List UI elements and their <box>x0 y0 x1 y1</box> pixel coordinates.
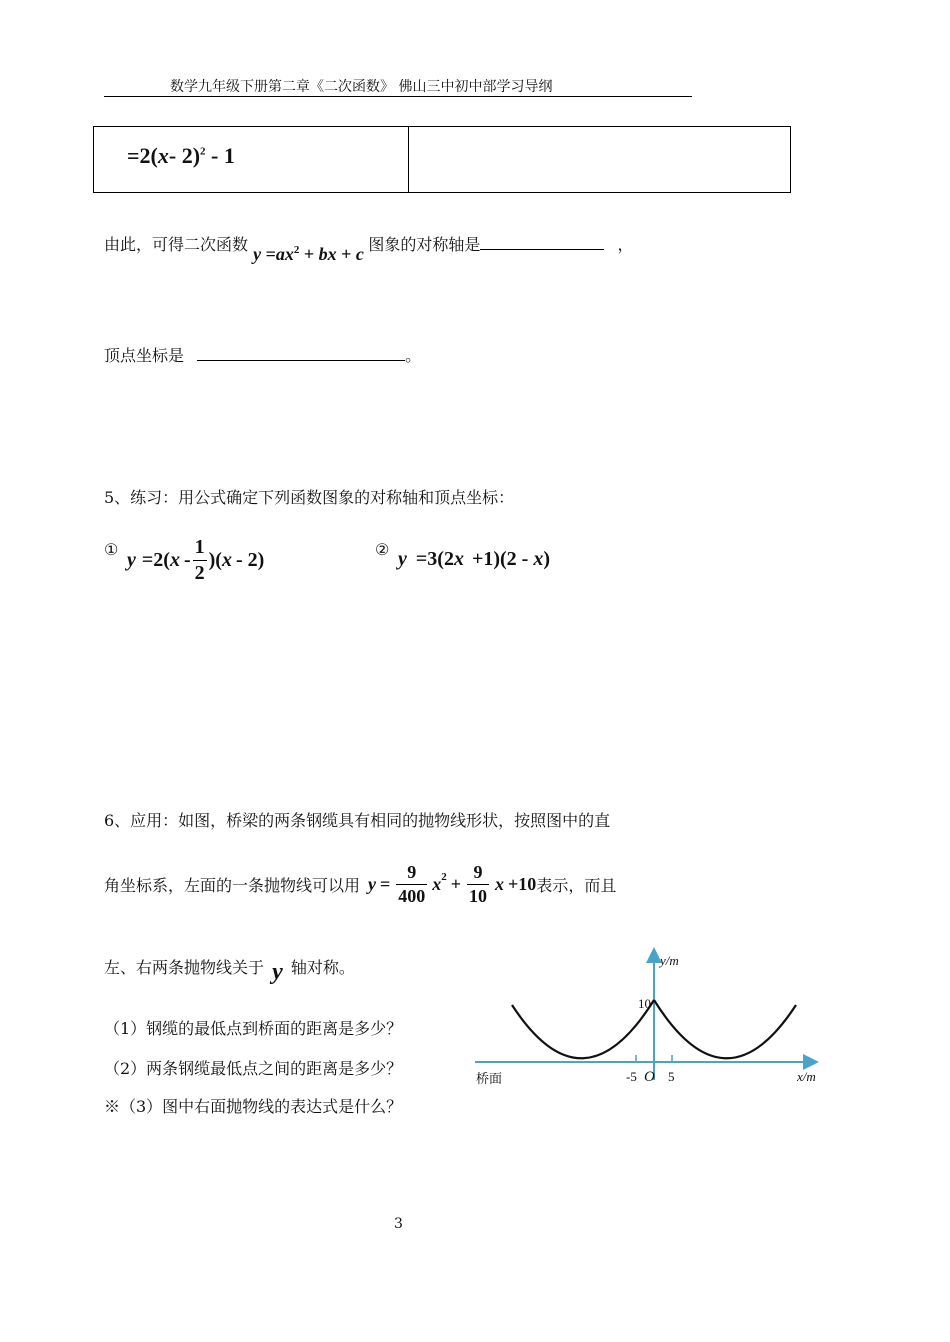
question-1: （1）钢缆的最低点到桥面的距离是多少？ <box>104 1019 403 1038</box>
formula-part: +1)(2 - <box>471 548 529 570</box>
application-6-line-3 <box>104 953 355 985</box>
tick-label-5: 5 <box>668 1069 675 1084</box>
formula-variable: x <box>432 874 442 894</box>
formula-variable: y <box>368 874 377 894</box>
formula-part: =3(2 <box>415 548 454 570</box>
fraction-denominator: 2 <box>194 562 205 584</box>
formula-part: - 2) <box>168 143 201 168</box>
formula-part: + <box>341 244 352 264</box>
vertex-question-line <box>104 343 421 366</box>
application-6-line-1: 6、应用：如图，桥梁的两条钢缆具有相同的抛物线形状，按照图中的直 <box>104 811 611 830</box>
formula-part: ) <box>543 548 551 570</box>
x-axis-label: x/m <box>797 1069 816 1084</box>
axis-comma: ， <box>617 235 634 254</box>
formula-exponent: 2 <box>200 145 206 158</box>
table-divider <box>408 126 409 193</box>
page-number: 3 <box>394 1216 403 1232</box>
formula-exponent: 2 <box>441 870 447 883</box>
application-6-line-2 <box>104 862 616 907</box>
exercise-5-formula-2 <box>398 548 550 571</box>
question-2: （2）两条钢缆最低点之间的距离是多少？ <box>104 1059 403 1078</box>
exercise-5-marker-2: ② <box>375 540 390 559</box>
fraction-bar <box>193 560 207 561</box>
formula-part: + <box>450 874 462 894</box>
bridge-cable-figure <box>470 945 830 1095</box>
formula-variable: x <box>495 874 505 894</box>
line-2-prefix: 角坐标系，左面的一条抛物线可以用 <box>104 876 361 895</box>
formula-variable: bx <box>318 244 337 264</box>
formula-part: + <box>303 244 315 264</box>
bridge-deck-label: 桥面 <box>476 1072 503 1087</box>
axis-answer-blank[interactable] <box>480 233 604 250</box>
formula-variable: x <box>169 549 180 571</box>
formula-part: =2( <box>141 549 170 571</box>
exercise-5-marker-1: ① <box>104 540 119 559</box>
tick-label-neg5: -5 <box>626 1069 637 1084</box>
formula-variable: c <box>355 244 364 264</box>
axis-suffix: 图象的对称轴是 <box>368 235 481 254</box>
formula-variable: y <box>272 959 283 985</box>
origin-label: O <box>644 1069 655 1085</box>
fraction-denominator: 10 <box>469 886 488 906</box>
fraction-one-half <box>193 536 207 585</box>
formula-variable: y <box>253 244 262 264</box>
formula-variable: ax <box>275 244 294 264</box>
fraction-denominator: 400 <box>398 886 426 906</box>
axis-prefix: 由此，可得二次函数 <box>104 235 249 254</box>
formula-part: = <box>380 874 391 894</box>
vertex-prefix: 顶点坐标是 <box>104 346 185 365</box>
axis-question-line <box>104 232 634 264</box>
fraction-numerator: 9 <box>407 862 417 882</box>
tick-label-10: 10 <box>638 996 651 1011</box>
vertex-answer-blank[interactable] <box>197 344 405 361</box>
fraction-numerator: 1 <box>194 536 205 558</box>
formula-part: =2( <box>127 143 158 168</box>
left-parabola-formula <box>368 862 536 907</box>
table-formula <box>127 143 235 169</box>
formula-exponent: 2 <box>293 244 300 256</box>
formula-part: = <box>265 244 276 264</box>
page-header-title: 数学九年级下册第二章《二次函数》 佛山三中初中部学习导纲 <box>170 79 553 95</box>
vertex-suffix: 。 <box>405 346 422 365</box>
exercise-5-formula-1 <box>127 536 264 585</box>
header-rule <box>104 96 692 97</box>
formula-part: - 2) <box>235 549 265 571</box>
y-axis-label: y/m <box>660 953 679 968</box>
line-2-suffix: 表示，而且 <box>536 876 617 895</box>
formula-part: )( <box>208 549 222 571</box>
formula-variable: y <box>398 548 407 570</box>
fraction-bar <box>467 884 489 885</box>
fraction-numerator: 9 <box>473 862 483 882</box>
fraction-9-over-400 <box>396 862 427 907</box>
fraction-9-over-10 <box>467 862 489 907</box>
left-cable-parabola <box>512 1000 654 1058</box>
general-quadratic-formula <box>253 244 368 264</box>
line-3-prefix: 左、右两条抛物线关于 <box>104 958 265 977</box>
fraction-bar <box>396 884 427 885</box>
formula-part: +10 <box>508 874 537 894</box>
formula-variable: x <box>533 548 544 570</box>
formula-variable: x <box>157 143 169 168</box>
question-3: ※（3）图中右面抛物线的表达式是什么？ <box>104 1097 403 1116</box>
formula-variable: x <box>221 549 232 571</box>
line-3-suffix: 轴对称。 <box>290 958 355 977</box>
exercise-5-title: 5、练习：用公式确定下列函数图象的对称轴和顶点坐标： <box>104 488 515 507</box>
formula-variable: x <box>453 548 464 570</box>
formula-part: - 1 <box>211 143 235 168</box>
formula-variable: y <box>127 549 136 571</box>
formula-part: - <box>183 549 191 571</box>
right-cable-parabola <box>654 1000 796 1058</box>
